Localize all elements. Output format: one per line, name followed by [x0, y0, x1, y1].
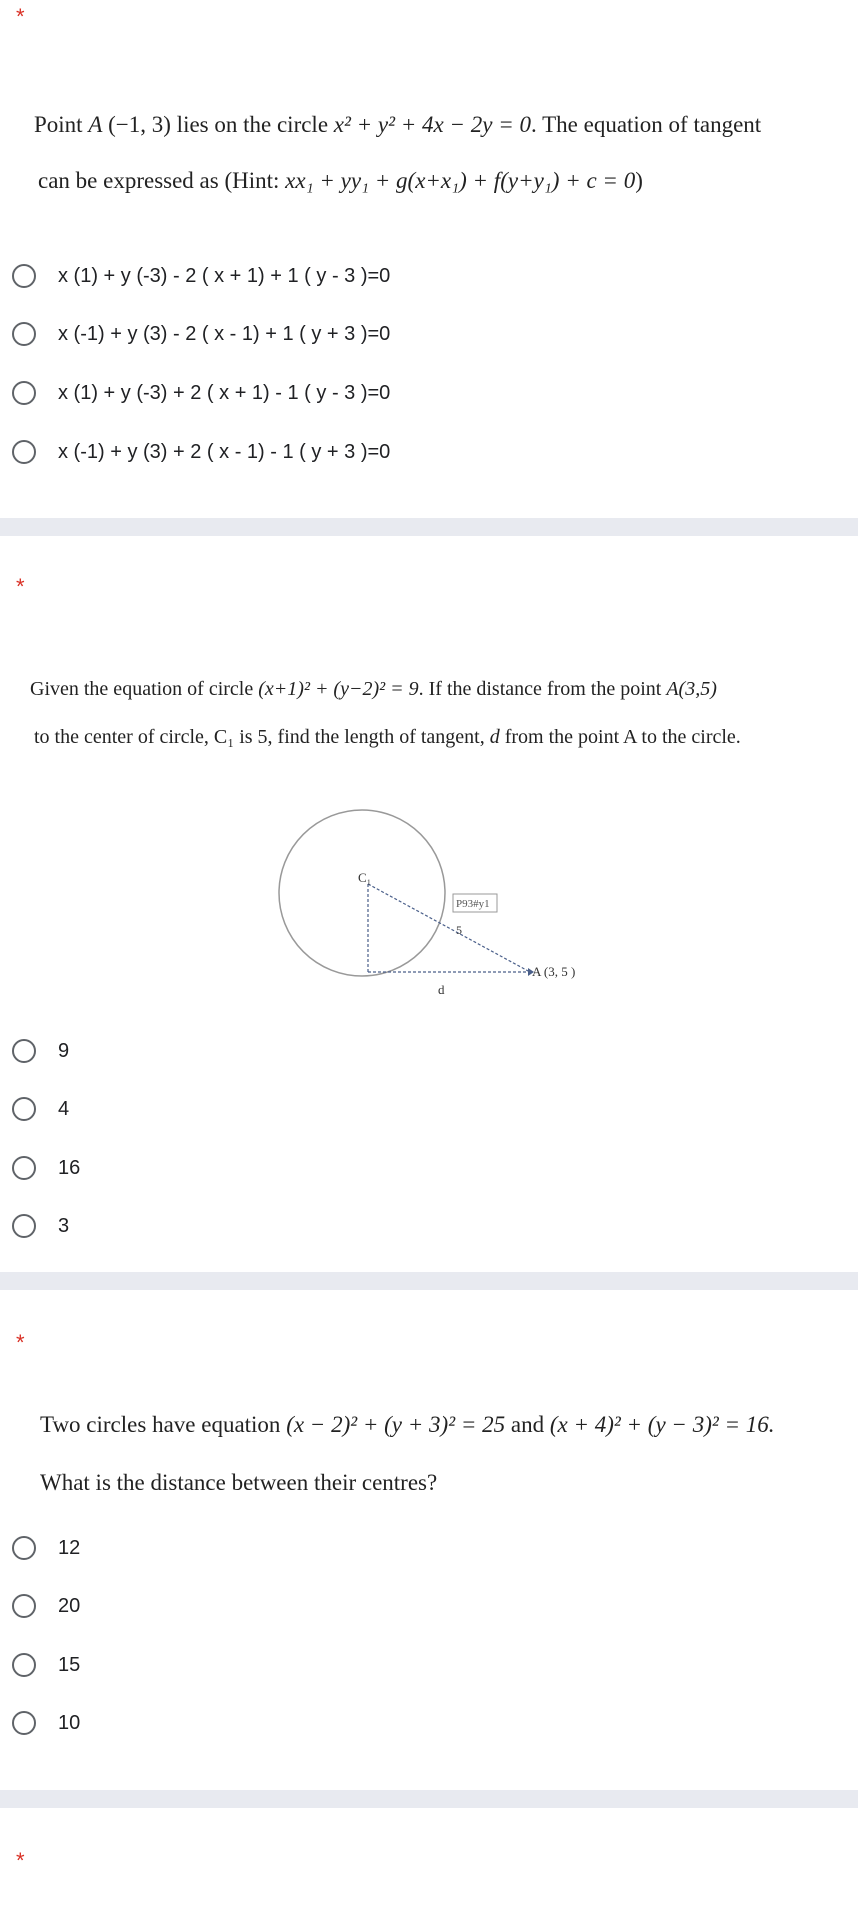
- radio-button[interactable]: [12, 1711, 36, 1735]
- question-1-line-1: [34, 112, 761, 138]
- option-label: 16: [58, 1156, 81, 1179]
- question-3-line-1: [40, 1412, 775, 1438]
- q1-option-1[interactable]: [12, 256, 390, 296]
- radio-button[interactable]: [12, 1594, 36, 1618]
- q3-option-1[interactable]: [12, 1528, 80, 1568]
- section-divider: [0, 1790, 858, 1808]
- option-label: x (1) + y (-3) - 2 ( x + 1) + 1 ( y - 3 )=0: [58, 264, 391, 287]
- radio-button[interactable]: [12, 322, 36, 346]
- q3-option-2[interactable]: [12, 1586, 80, 1626]
- center-label: C₁: [358, 870, 372, 885]
- question-2-line-2: [34, 726, 741, 749]
- question-card-4: [0, 1808, 858, 1911]
- q1-coords: (−1, 3) lies on the circle: [102, 112, 334, 137]
- q1-hint-pre: can be expressed as (Hint:: [38, 168, 286, 193]
- required-asterisk: *: [16, 1848, 25, 1873]
- q1-point-letter: A: [88, 112, 103, 137]
- q2-option-3[interactable]: [12, 1148, 80, 1188]
- q2-option-1[interactable]: [12, 1031, 69, 1071]
- required-asterisk: *: [16, 1330, 25, 1355]
- q1-circle-equation: x² + y² + 4x − 2y = 0: [333, 112, 532, 137]
- radio-button[interactable]: [12, 1156, 36, 1180]
- q2-text-mid: . If the distance from the point: [418, 678, 667, 700]
- radio-button[interactable]: [12, 440, 36, 464]
- circle-shape: [279, 810, 445, 976]
- point-a-label: A (3, 5 ): [532, 964, 576, 979]
- q1-hint-formula: xx₁ + yy₁ + g(x+x₁) + f(y+y₁) + c = 0: [285, 168, 636, 193]
- d-label: d: [438, 982, 445, 997]
- radio-button[interactable]: [12, 1536, 36, 1560]
- q2-option-4[interactable]: [12, 1206, 69, 1246]
- q1-text-post: . The equation of tangent: [531, 112, 762, 137]
- question-card-3: [0, 1290, 858, 1790]
- radio-button[interactable]: [12, 1653, 36, 1677]
- q2-option-2[interactable]: [12, 1089, 69, 1129]
- q1-option-2[interactable]: [12, 314, 390, 354]
- q3-option-4[interactable]: [12, 1703, 80, 1743]
- q1-option-3[interactable]: [12, 373, 390, 413]
- question-1-line-2: [38, 168, 643, 194]
- q3-and: and: [505, 1412, 550, 1437]
- hypotenuse-line: [368, 884, 530, 972]
- radio-button[interactable]: [12, 381, 36, 405]
- q2-text-post: from the point A to the circle.: [499, 726, 741, 748]
- option-label: 20: [58, 1594, 81, 1617]
- question-2-line-1: [30, 678, 717, 701]
- option-label: 3: [58, 1214, 70, 1237]
- radio-button[interactable]: [12, 1214, 36, 1238]
- required-asterisk: *: [16, 574, 25, 599]
- option-label: x (1) + y (-3) + 2 ( x + 1) - 1 ( y - 3 )=0: [58, 381, 391, 404]
- section-divider: [0, 518, 858, 536]
- q2-circle-equation: (x+1)² + (y−2)² = 9: [258, 678, 419, 700]
- q2-d-symbol: d: [489, 726, 500, 748]
- q3-option-3[interactable]: [12, 1645, 80, 1685]
- option-label: 12: [58, 1536, 81, 1559]
- radio-button[interactable]: [12, 264, 36, 288]
- q3-equation-1: (x − 2)² + (y + 3)² = 25: [286, 1412, 506, 1437]
- tangent-diagram: [270, 804, 620, 1044]
- option-label: 15: [58, 1653, 81, 1676]
- radio-button[interactable]: [12, 1039, 36, 1063]
- option-label: 4: [58, 1097, 70, 1120]
- q1-option-4[interactable]: [12, 432, 390, 472]
- q2-text-pre2: to the center of circle, C₁ is 5, find the length of tangent,: [34, 726, 490, 748]
- q2-text-pre: Given the equation of circle: [30, 678, 259, 700]
- label-box-text: P93#y1: [456, 898, 490, 910]
- q1-text-pre: Point: [34, 112, 89, 137]
- hypotenuse-label: 5: [456, 923, 462, 937]
- option-label: 9: [58, 1039, 70, 1062]
- question-3-line-2: What is the distance between their centres?: [40, 1470, 438, 1495]
- q2-point: A(3,5): [666, 678, 717, 700]
- question-card-1: [0, 0, 858, 518]
- q3-text-pre: Two circles have equation: [40, 1412, 287, 1437]
- option-label: x (-1) + y (3) + 2 ( x - 1) - 1 ( y + 3 )=0: [58, 440, 391, 463]
- q3-equation-2: (x + 4)² + (y − 3)² = 16.: [549, 1412, 775, 1437]
- section-divider: [0, 1272, 858, 1290]
- q1-hint-post: ): [635, 168, 643, 193]
- radio-button[interactable]: [12, 1097, 36, 1121]
- option-label: x (-1) + y (3) - 2 ( x - 1) + 1 ( y + 3 )=0: [58, 322, 391, 345]
- required-asterisk: *: [16, 4, 25, 29]
- question-card-2: [0, 536, 858, 1272]
- option-label: 10: [58, 1711, 81, 1734]
